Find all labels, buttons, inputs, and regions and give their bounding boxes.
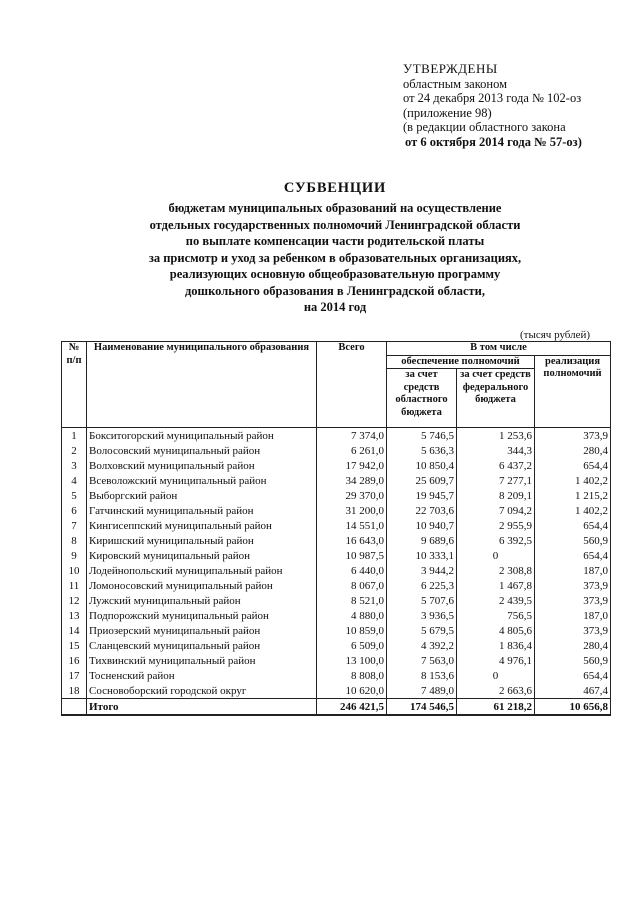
municipality-name: Киришский муниципальный район: [87, 533, 317, 548]
regional-value: 3 944,2: [387, 563, 457, 578]
regional-value: 19 945,7: [387, 488, 457, 503]
realization-value: 654,4: [535, 458, 611, 473]
federal-value: 61 218,2: [457, 699, 535, 716]
table-row: [62, 623, 611, 638]
total-value: 10 620,0: [317, 683, 387, 699]
regional-value: 7 563,0: [387, 653, 457, 668]
realization-value: 560,9: [535, 533, 611, 548]
regional-value: 3 936,5: [387, 608, 457, 623]
subsidy-table: [61, 341, 611, 716]
total-row-number: [62, 699, 87, 716]
municipality-name: Ломоносовский муниципальный район: [87, 578, 317, 593]
table-row: [62, 473, 611, 488]
subtitle-line: на 2014 год: [303, 300, 367, 314]
federal-value: 0: [457, 548, 535, 563]
municipality-name: Кировский муниципальный район: [87, 548, 317, 563]
subtitle-line: реализующих основную общеобразовательную программу: [169, 267, 501, 281]
total-value: 10 859,0: [317, 623, 387, 638]
regional-value: 174 546,5: [387, 699, 457, 716]
approval-stamp: [403, 62, 582, 149]
municipality-name: Волосовский муниципальный район: [87, 443, 317, 458]
regional-value: 4 392,2: [387, 638, 457, 653]
row-number: 2: [62, 443, 87, 458]
regional-value: 10 940,7: [387, 518, 457, 533]
regional-value: 10 333,1: [387, 548, 457, 563]
row-number: 7: [62, 518, 87, 533]
total-value: 29 370,0: [317, 488, 387, 503]
regional-value: 8 153,6: [387, 668, 457, 683]
total-row: [62, 699, 611, 716]
header-including: В том числе: [387, 342, 611, 356]
realization-value: 373,9: [535, 578, 611, 593]
row-number: 9: [62, 548, 87, 563]
regional-value: 7 489,0: [387, 683, 457, 699]
federal-value: 6 437,2: [457, 458, 535, 473]
regional-value: 9 689,6: [387, 533, 457, 548]
regional-value: 5 636,3: [387, 443, 457, 458]
federal-value: 8 209,1: [457, 488, 535, 503]
municipality-name: Гатчинский муниципальный район: [87, 503, 317, 518]
municipality-name: Приозерский муниципальный район: [87, 623, 317, 638]
regional-value: 22 703,6: [387, 503, 457, 518]
header-num: № п/п: [62, 342, 87, 428]
table-row: [62, 608, 611, 623]
regional-value: 5 746,5: [387, 428, 457, 444]
header-total: Всего: [317, 342, 387, 428]
municipality-name: Всеволожский муниципальный район: [87, 473, 317, 488]
row-number: 10: [62, 563, 87, 578]
table-row: [62, 563, 611, 578]
federal-value: 2 308,8: [457, 563, 535, 578]
row-number: 6: [62, 503, 87, 518]
municipality-name: Сосновоборский городской округ: [87, 683, 317, 699]
row-number: 11: [62, 578, 87, 593]
total-value: 246 421,5: [317, 699, 387, 716]
total-value: 8 808,0: [317, 668, 387, 683]
realization-value: 280,4: [535, 638, 611, 653]
table-row: [62, 503, 611, 518]
federal-value: 7 094,2: [457, 503, 535, 518]
realization-value: 373,9: [535, 593, 611, 608]
row-number: 3: [62, 458, 87, 473]
row-number: 14: [62, 623, 87, 638]
municipality-name: Тосненский район: [87, 668, 317, 683]
total-value: 8 521,0: [317, 593, 387, 608]
row-number: 4: [62, 473, 87, 488]
regional-value: 10 850,4: [387, 458, 457, 473]
realization-value: 10 656,8: [535, 699, 611, 716]
federal-value: 1 253,6: [457, 428, 535, 444]
federal-value: 756,5: [457, 608, 535, 623]
regional-value: 25 609,7: [387, 473, 457, 488]
municipality-name: Тихвинский муниципальный район: [87, 653, 317, 668]
realization-value: 654,4: [535, 668, 611, 683]
federal-value: 1 467,8: [457, 578, 535, 593]
title-block: [80, 180, 590, 316]
total-label: Итого: [87, 699, 317, 716]
realization-value: 187,0: [535, 608, 611, 623]
row-number: 8: [62, 533, 87, 548]
row-number: 5: [62, 488, 87, 503]
header-realization: реализация полномочий: [535, 355, 611, 428]
total-value: 7 374,0: [317, 428, 387, 444]
total-value: 13 100,0: [317, 653, 387, 668]
total-value: 8 067,0: [317, 578, 387, 593]
federal-value: 1 836,4: [457, 638, 535, 653]
row-number: 16: [62, 653, 87, 668]
row-number: 15: [62, 638, 87, 653]
total-value: 10 987,5: [317, 548, 387, 563]
realization-value: 654,4: [535, 548, 611, 563]
total-value: 17 942,0: [317, 458, 387, 473]
total-value: 4 880,0: [317, 608, 387, 623]
unit-label: (тысяч рублей): [520, 329, 591, 341]
municipality-name: Подпорожский муниципальный район: [87, 608, 317, 623]
federal-value: 2 439,5: [457, 593, 535, 608]
table-row: [62, 593, 611, 608]
federal-value: 4 976,1: [457, 653, 535, 668]
federal-value: 344,3: [457, 443, 535, 458]
municipality-name: Выборгский район: [87, 488, 317, 503]
municipality-name: Волховский муниципальный район: [87, 458, 317, 473]
total-value: 34 289,0: [317, 473, 387, 488]
row-number: 13: [62, 608, 87, 623]
table-row: [62, 638, 611, 653]
header-name: Наименование муниципального образования: [87, 342, 317, 428]
federal-value: 6 392,5: [457, 533, 535, 548]
table-row: [62, 548, 611, 563]
table-row: [62, 443, 611, 458]
document-title: СУБВЕНЦИИ: [283, 180, 387, 196]
total-value: 16 643,0: [317, 533, 387, 548]
regional-value: 5 679,5: [387, 623, 457, 638]
header-regional: за счет средств областного бюджета: [387, 369, 457, 428]
realization-value: 373,9: [535, 428, 611, 444]
table-row: [62, 653, 611, 668]
table-row: [62, 533, 611, 548]
federal-value: 4 805,6: [457, 623, 535, 638]
row-number: 1: [62, 428, 87, 444]
regional-value: 6 225,3: [387, 578, 457, 593]
approval-line: (в редакции областного закона: [403, 120, 566, 134]
federal-value: 7 277,1: [457, 473, 535, 488]
municipality-name: Сланцевский муниципальный район: [87, 638, 317, 653]
table-row: [62, 488, 611, 503]
total-value: 6 440,0: [317, 563, 387, 578]
realization-value: 187,0: [535, 563, 611, 578]
total-value: 31 200,0: [317, 503, 387, 518]
subtitle-line: отдельных государственных полномочий Ленинградской области: [149, 217, 521, 232]
total-value: 14 551,0: [317, 518, 387, 533]
federal-value: 2 955,9: [457, 518, 535, 533]
realization-value: 1 215,2: [535, 488, 611, 503]
total-value: 6 509,0: [317, 638, 387, 653]
realization-value: 654,4: [535, 518, 611, 533]
total-value: 6 261,0: [317, 443, 387, 458]
header-federal: за счет средств федерального бюджета: [457, 369, 535, 428]
row-number: 12: [62, 593, 87, 608]
approval-line: от 6 октября 2014 года № 57-оз): [405, 134, 582, 149]
realization-value: 1 402,2: [535, 473, 611, 488]
realization-value: 467,4: [535, 683, 611, 699]
municipality-name: Кингисеппский муниципальный район: [87, 518, 317, 533]
federal-value: 2 663,6: [457, 683, 535, 699]
row-number: 18: [62, 683, 87, 699]
realization-value: 280,4: [535, 443, 611, 458]
table-row: [62, 518, 611, 533]
approval-line: от 24 декабря 2013 года № 102-оз: [403, 91, 582, 105]
table-body: [62, 428, 611, 716]
table-row: [62, 578, 611, 593]
subtitle-line: за присмотр и уход за ребенком в образовательных организациях,: [148, 250, 522, 265]
subtitle-line: бюджетам муниципальных образований на осуществление: [168, 201, 502, 215]
approval-heading: УТВЕРЖДЕНЫ: [403, 61, 498, 76]
table-row: [62, 458, 611, 473]
row-number: 17: [62, 668, 87, 683]
realization-value: 1 402,2: [535, 503, 611, 518]
realization-value: 373,9: [535, 623, 611, 638]
subtitle-line: дошкольного образования в Ленинградской области,: [184, 283, 486, 298]
federal-value: 0: [457, 668, 535, 683]
table-row: [62, 683, 611, 699]
table-row: [62, 668, 611, 683]
table-row: [62, 428, 611, 444]
municipality-name: Лодейнопольский муниципальный район: [87, 563, 317, 578]
municipality-name: Бокситогорский муниципальный район: [87, 428, 317, 444]
realization-value: 560,9: [535, 653, 611, 668]
municipality-name: Лужский муниципальный район: [87, 593, 317, 608]
subtitle-line: по выплате компенсации части родительской платы: [185, 234, 485, 248]
regional-value: 5 707,6: [387, 593, 457, 608]
approval-line: областным законом: [403, 76, 508, 91]
header-provision: обеспечение полномочий: [387, 355, 535, 369]
approval-line: (приложение 98): [403, 105, 492, 120]
